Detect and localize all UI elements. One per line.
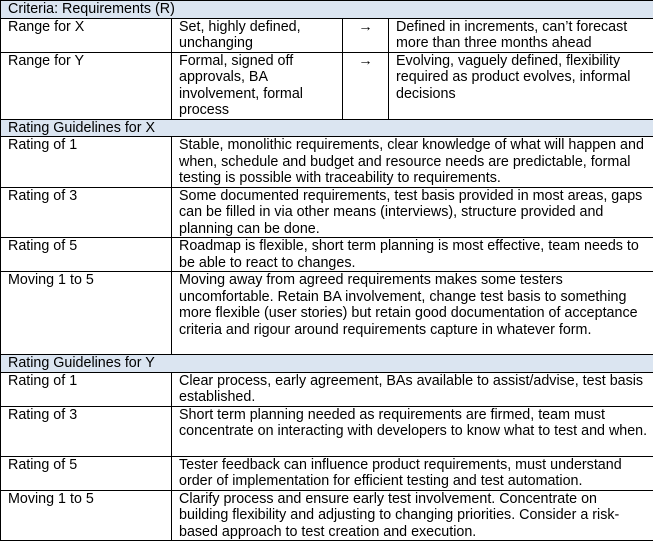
range-row-y [1,52,653,119]
guideline-label: Rating of 5 [1,238,172,272]
guideline-label: Rating of 1 [1,137,172,188]
criteria-title: Criteria: Requirements (R) [1,1,653,19]
range-to: Defined in increments, can’t forecast more than three months ahead [389,18,653,52]
range-row-x [1,18,653,52]
guideline-row [1,187,653,238]
section-title-x: Rating Guidelines for X [1,119,653,137]
guideline-text: Clarify process and ensure early test involvement. Concentrate on building flexibility and adjusting to changing priorities. Consider a risk-based approach to test creation and execution. [172,490,653,541]
guideline-label: Rating of 1 [1,372,172,406]
right-arrow-icon: → [343,18,389,52]
guideline-text: Short term planning needed as requirements are firmed, team must concentrate on interacting with developers to know what to test and when. [172,406,653,456]
criteria-header-row [1,1,653,19]
range-label: Range for Y [1,52,172,119]
range-from: Formal, signed off approvals, BA involvement, formal process [172,52,343,119]
guideline-text: Stable, monolithic requirements, clear knowledge of what will happen and when, schedule and budget and resource needs are predictable, formal testing is possible with traceability to requirements. [172,137,653,188]
guideline-text: Roadmap is flexible, short term planning is most effective, team needs to be able to react to changes. [172,238,653,272]
guideline-row [1,372,653,406]
guideline-label: Rating of 3 [1,406,172,456]
guideline-text: Some documented requirements, test basis provided in most areas, gaps can be filled in via other means (interviews), structure provided and planning can be done. [172,187,653,238]
range-label: Range for X [1,18,172,52]
guidelines-y-header-row [1,355,653,373]
guideline-row [1,456,653,490]
guideline-label: Rating of 5 [1,456,172,490]
guideline-label: Moving 1 to 5 [1,272,172,355]
guideline-text: Moving away from agreed requirements makes some testers uncomfortable. Retain BA involvement, change test basis to something more flexible (user stories) but retain good documentation of acceptance criteria and rigour around requirements capture in whatever form. [172,272,653,355]
guideline-row [1,406,653,456]
guideline-row [1,490,653,541]
guideline-row [1,238,653,272]
guideline-text: Clear process, early agreement, BAs available to assist/advise, test basis established. [172,372,653,406]
range-to: Evolving, vaguely defined, flexibility required as product evolves, informal decisions [389,52,653,119]
right-arrow-icon: → [343,52,389,119]
guideline-label: Moving 1 to 5 [1,490,172,541]
section-title-y: Rating Guidelines for Y [1,355,653,373]
guideline-row [1,137,653,188]
guideline-row [1,272,653,355]
guideline-text: Tester feedback can influence product requirements, must understand order of implementation for efficient testing and test automation. [172,456,653,490]
guidelines-x-header-row [1,119,653,137]
guideline-label: Rating of 3 [1,187,172,238]
range-from: Set, highly defined, unchanging [172,18,343,52]
